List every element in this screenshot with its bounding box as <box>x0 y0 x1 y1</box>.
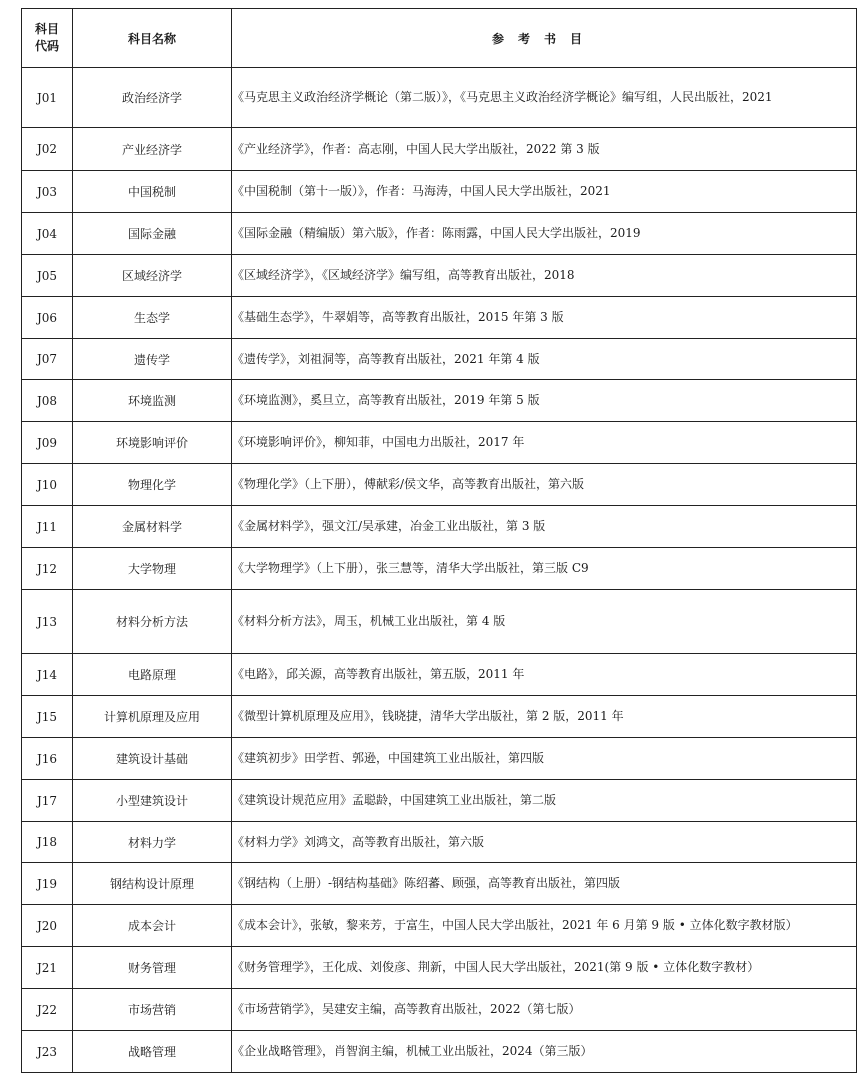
reference-book: 《基础生态学》，牛翠娟等，高等教育出版社，2015 年第 3 版 <box>232 297 857 339</box>
subject-name: 战略管理 <box>73 1031 232 1073</box>
reference-book-table <box>21 8 857 1073</box>
subject-name: 成本会计 <box>73 905 232 947</box>
subject-code: J06 <box>22 297 73 339</box>
header-code-line2: 代码 <box>34 39 59 53</box>
table-row <box>22 380 857 422</box>
table-row <box>22 506 857 548</box>
table-row <box>22 297 857 339</box>
subject-name: 环境影响评价 <box>73 422 232 464</box>
table-row <box>22 696 857 738</box>
table-row <box>22 822 857 863</box>
table-row <box>22 464 857 506</box>
table-row <box>22 905 857 947</box>
reference-book: 《市场营销学》，吴建安主编，高等教育出版社，2022（第七版） <box>232 989 857 1031</box>
header-name: 科目名称 <box>73 9 232 68</box>
subject-name: 大学物理 <box>73 548 232 590</box>
table-row <box>22 863 857 905</box>
subject-name: 产业经济学 <box>73 128 232 171</box>
table-body <box>22 68 857 1073</box>
reference-book: 《马克思主义政治经济学概论（第二版）》，《马克思主义政治经济学概论》编写组，人民出版社，2021 <box>232 68 857 128</box>
subject-code: J20 <box>22 905 73 947</box>
subject-name: 材料分析方法 <box>73 590 232 654</box>
subject-code: J10 <box>22 464 73 506</box>
table-row <box>22 738 857 780</box>
header-code <box>22 9 73 68</box>
table-row <box>22 947 857 989</box>
reference-book: 《遗传学》，刘祖洞等，高等教育出版社，2021 年第 4 版 <box>232 339 857 380</box>
subject-code: J11 <box>22 506 73 548</box>
reference-book: 《国际金融（精编版）第六版》，作者：陈雨露，中国人民大学出版社，2019 <box>232 213 857 255</box>
table-row <box>22 654 857 696</box>
subject-name: 钢结构设计原理 <box>73 863 232 905</box>
table-row <box>22 171 857 213</box>
subject-name: 遗传学 <box>73 339 232 380</box>
reference-book: 《材料力学》刘鸿文，高等教育出版社，第六版 <box>232 822 857 863</box>
table-row <box>22 1031 857 1073</box>
reference-book: 《环境监测》，奚旦立，高等教育出版社，2019 年第 5 版 <box>232 380 857 422</box>
table-row <box>22 590 857 654</box>
table-row <box>22 422 857 464</box>
reference-book: 《产业经济学》，作者：高志刚，中国人民大学出版社，2022 第 3 版 <box>232 128 857 171</box>
subject-code: J23 <box>22 1031 73 1073</box>
subject-code: J16 <box>22 738 73 780</box>
subject-code: J01 <box>22 68 73 128</box>
subject-name: 小型建筑设计 <box>73 780 232 822</box>
reference-book: 《成本会计》，张敏，黎来芳，于富生，中国人民大学出版社，2021 年 6 月第 9 版 • 立体化数字教材版） <box>232 905 857 947</box>
subject-code: J21 <box>22 947 73 989</box>
reference-book: 《大学物理学》（上下册），张三慧等，清华大学出版社，第三版 C9 <box>232 548 857 590</box>
subject-name: 生态学 <box>73 297 232 339</box>
subject-code: J12 <box>22 548 73 590</box>
reference-book: 《材料分析方法》，周玉，机械工业出版社，第 4 版 <box>232 590 857 654</box>
table-row <box>22 255 857 297</box>
subject-code: J17 <box>22 780 73 822</box>
table-row <box>22 548 857 590</box>
subject-code: J19 <box>22 863 73 905</box>
header-code-line1: 科目 <box>34 22 59 36</box>
subject-code: J07 <box>22 339 73 380</box>
subject-code: J14 <box>22 654 73 696</box>
table-row <box>22 128 857 171</box>
subject-name: 金属材料学 <box>73 506 232 548</box>
reference-book: 《金属材料学》，强文江/吴承建，冶金工业出版社，第 3 版 <box>232 506 857 548</box>
subject-name: 政治经济学 <box>73 68 232 128</box>
subject-name: 环境监测 <box>73 380 232 422</box>
table-header-row <box>22 9 857 68</box>
reference-book: 《财务管理学》，王化成、刘俊彦、荆新，中国人民大学出版社，2021(第 9 版 • 立体化数字教材） <box>232 947 857 989</box>
subject-code: J13 <box>22 590 73 654</box>
table-row <box>22 68 857 128</box>
subject-code: J03 <box>22 171 73 213</box>
reference-book: 《微型计算机原理及应用》，钱晓捷，清华大学出版社，第 2 版，2011 年 <box>232 696 857 738</box>
table-row <box>22 780 857 822</box>
reference-book: 《钢结构（上册）-钢结构基础》陈绍蕃、顾强，高等教育出版社，第四版 <box>232 863 857 905</box>
reference-book: 《物理化学》（上下册），傅献彩/侯文华，高等教育出版社，第六版 <box>232 464 857 506</box>
subject-name: 财务管理 <box>73 947 232 989</box>
subject-code: J08 <box>22 380 73 422</box>
subject-name: 国际金融 <box>73 213 232 255</box>
subject-code: J15 <box>22 696 73 738</box>
table-row <box>22 213 857 255</box>
subject-name: 物理化学 <box>73 464 232 506</box>
subject-name: 电路原理 <box>73 654 232 696</box>
reference-book: 《电路》，邱关源，高等教育出版社，第五版，2011 年 <box>232 654 857 696</box>
table-row <box>22 989 857 1031</box>
reference-book: 《企业战略管理》，肖智润主编，机械工业出版社，2024（第三版） <box>232 1031 857 1073</box>
header-book: 参考书目 <box>232 9 857 68</box>
reference-book: 《建筑设计规范应用》孟聪龄，中国建筑工业出版社，第二版 <box>232 780 857 822</box>
table-row <box>22 339 857 380</box>
subject-name: 中国税制 <box>73 171 232 213</box>
subject-code: J02 <box>22 128 73 171</box>
reference-book: 《区域经济学》，《区域经济学》编写组，高等教育出版社，2018 <box>232 255 857 297</box>
subject-code: J18 <box>22 822 73 863</box>
subject-name: 材料力学 <box>73 822 232 863</box>
reference-book: 《环境影响评价》，柳知菲，中国电力出版社，2017 年 <box>232 422 857 464</box>
reference-book: 《建筑初步》田学哲、郭逊，中国建筑工业出版社，第四版 <box>232 738 857 780</box>
subject-name: 计算机原理及应用 <box>73 696 232 738</box>
subject-code: J05 <box>22 255 73 297</box>
subject-code: J09 <box>22 422 73 464</box>
subject-name: 市场营销 <box>73 989 232 1031</box>
subject-name: 建筑设计基础 <box>73 738 232 780</box>
subject-name: 区域经济学 <box>73 255 232 297</box>
subject-code: J22 <box>22 989 73 1031</box>
subject-code: J04 <box>22 213 73 255</box>
reference-book: 《中国税制（第十一版）》，作者：马海涛，中国人民大学出版社，2021 <box>232 171 857 213</box>
